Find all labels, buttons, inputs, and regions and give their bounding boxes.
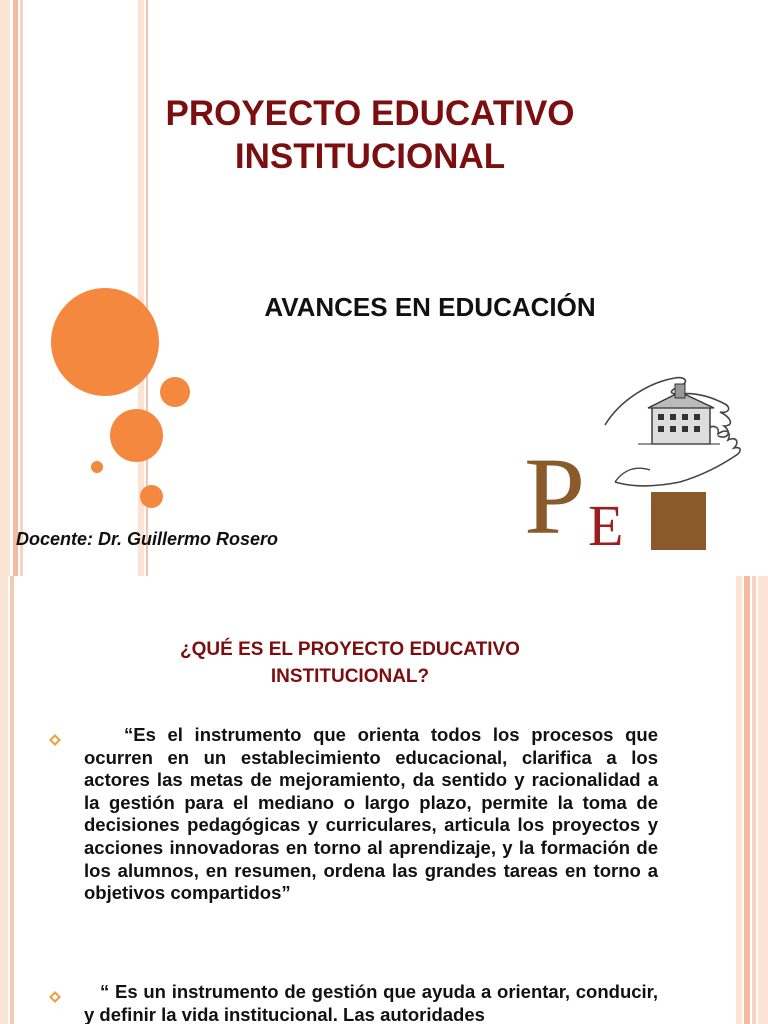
stripe-decoration	[20, 0, 23, 576]
stripe-decoration	[744, 576, 750, 1024]
question-title	[120, 636, 580, 690]
diamond-bullet-icon	[48, 990, 62, 1004]
stripe-decoration	[752, 576, 756, 1024]
bullet-text-2: “ Es un instrumento de gestión que ayuda a orientar, conducir, y definir la vida institucional. Las autoridades	[84, 981, 658, 1024]
title-line-1: PROYECTO EDUCATIVO	[165, 94, 575, 133]
logo-letter-e: E	[588, 493, 624, 558]
pe-logo	[520, 370, 760, 560]
title-line-2: INSTITUCIONAL	[234, 137, 506, 176]
diamond-bullet-icon	[48, 733, 62, 747]
stripe-decoration	[10, 576, 14, 1024]
decorative-circle	[160, 377, 190, 407]
decorative-circle	[140, 485, 163, 508]
decorative-circle	[110, 409, 163, 462]
stripe-decoration	[13, 0, 18, 576]
stripe-decoration	[0, 576, 8, 1024]
decorative-circle-large	[51, 288, 159, 396]
question-line-1: ¿QUÉ ES EL PROYECTO EDUCATIVO	[180, 639, 520, 660]
slide-2	[0, 576, 768, 1024]
bullet-paragraph-1	[84, 724, 658, 905]
decorative-circle	[91, 461, 103, 473]
bullet-text-1: “Es el instrumento que orienta todos los procesos que ocurren en un establecimiento educacional, clarifica a los actores las metas de mejoramiento, da sentido y racionalidad a la gestión para el mediano o largo plazo, permite la toma de decisiones pedagógicas y curriculares, articula los proyectos y acciones innovadoras en torno al aprendizaje, y la formación de los alumnos, en resumen, ordena las grandes tareas en torno a objetivos compartidos”	[84, 724, 658, 904]
logo-letter-p: P	[524, 435, 586, 557]
docente-label: Docente: Dr. Guillermo Rosero	[16, 529, 279, 549]
stripe-decoration	[736, 576, 742, 1024]
logo-brown-square	[651, 492, 706, 550]
slide-subtitle: AVANCES EN EDUCACIÓN	[264, 292, 596, 322]
bullet-paragraph-2	[84, 981, 658, 1024]
question-line-2: INSTITUCIONAL?	[270, 666, 430, 687]
stripe-decoration	[758, 576, 768, 1024]
slide-title	[110, 92, 630, 178]
stripe-decoration	[0, 0, 10, 576]
